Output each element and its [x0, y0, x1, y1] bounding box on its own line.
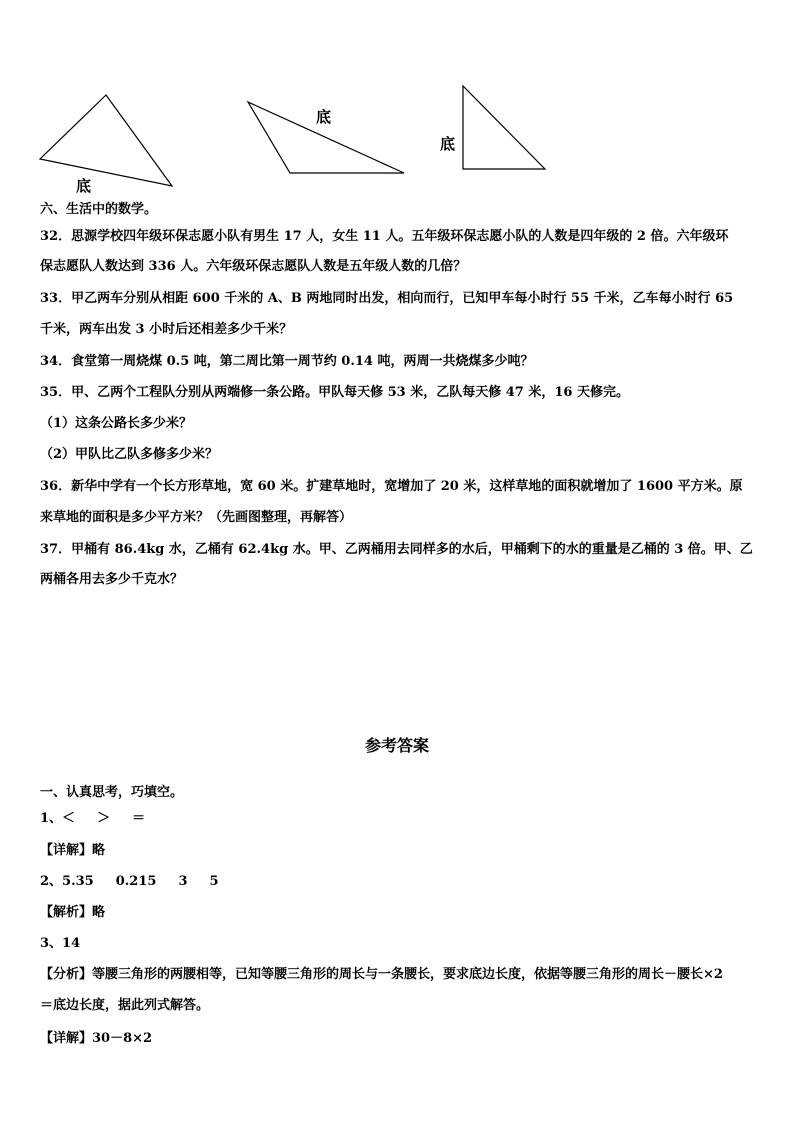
answer-2-value: 3 [178, 874, 188, 889]
answers-heading: 一、认真思考，巧填空。 [40, 785, 184, 800]
question-35: 35．甲、乙两个工程队分别从两端修一条公路。甲队每天修 53 米，乙队每天修 47 米，16 天修完。 [40, 385, 629, 400]
answer-2-value: 0.215 [115, 874, 157, 889]
answer-1-value: ＞ [97, 811, 111, 826]
triangle-figure-1 [38, 93, 178, 189]
answer-3: 3、14 [40, 936, 81, 951]
answer-3-detail: 【详解】30－8×2 [40, 1031, 153, 1046]
answer-2 [40, 872, 760, 892]
question-33-line-1: 33．甲乙两车分别从相距 600 千米的 A、B 两地同时出发，相向而行，已知甲车每小时行 55 千米，乙车每小时行 65 [40, 291, 734, 306]
answer-3-analysis-line-2: ＝底边长度，据此列式解答。 [40, 998, 210, 1013]
answer-2-value: 5.35 [62, 874, 94, 889]
question-36-line-2: 来草地的面积是多少平方米？（先画图整理，再解答） [40, 510, 353, 525]
answer-2-detail: 【解析】略 [40, 905, 106, 920]
answer-2-number: 2、 [40, 874, 63, 889]
answer-1 [40, 809, 760, 829]
triangle-3-base-label: 底 [440, 135, 456, 153]
answer-3-analysis-line-1: 【分析】等腰三角形的两腰相等，已知等腰三角形的周长与一条腰长，要求底边长度，依据等腰三角形的周长－腰长×2 [40, 967, 723, 982]
question-35-part-1: （1）这条公路长多少米？ [40, 416, 193, 431]
triangle-figure-3 [461, 84, 549, 172]
answer-1-value: ＜ [62, 811, 76, 826]
answer-1-number: 1、 [40, 811, 63, 826]
answers-title: 参考答案 [364, 736, 429, 755]
question-33-line-2: 千米，两车出发 3 小时后还相差多少千米？ [40, 322, 293, 337]
question-32-line-2: 保志愿队人数达到 336 人。六年级环保志愿队人数是五年级人数的几倍？ [40, 259, 467, 274]
question-37-line-2: 两桶各用去多少千克水？ [40, 572, 184, 587]
answer-2-value: 5 [209, 874, 219, 889]
section-heading: 六、生活中的数学。 [40, 202, 158, 217]
question-34: 34．食堂第一周烧煤 0.5 吨，第二周比第一周节约 0.14 吨，两周一共烧煤多少吨？ [40, 354, 534, 369]
question-37-line-1: 37．甲桶有 86.4kg 水，乙桶有 62.4kg 水。甲、乙两桶用去同样多的水后，甲桶剩下的水的重量是乙桶的 3 倍。甲、乙 [40, 542, 753, 557]
answer-1-detail: 【详解】略 [40, 843, 106, 858]
triangle-1-base-label: 底 [76, 177, 92, 195]
question-35-part-2: （2）甲队比乙队多修多少米？ [40, 447, 219, 462]
answer-1-value: ＝ [132, 811, 146, 826]
triangle-2-base-label: 底 [316, 108, 332, 126]
question-32-line-1: 32．思源学校四年级环保志愿小队有男生 17 人，女生 11 人。五年级环保志愿小队的人数是四年级的 2 倍。六年级环 [40, 229, 729, 244]
question-36-line-1: 36．新华中学有一个长方形草地，宽 60 米。扩建草地时，宽增加了 20 米，这样草地的面积就增加了 1600 平方米。原 [40, 479, 743, 494]
